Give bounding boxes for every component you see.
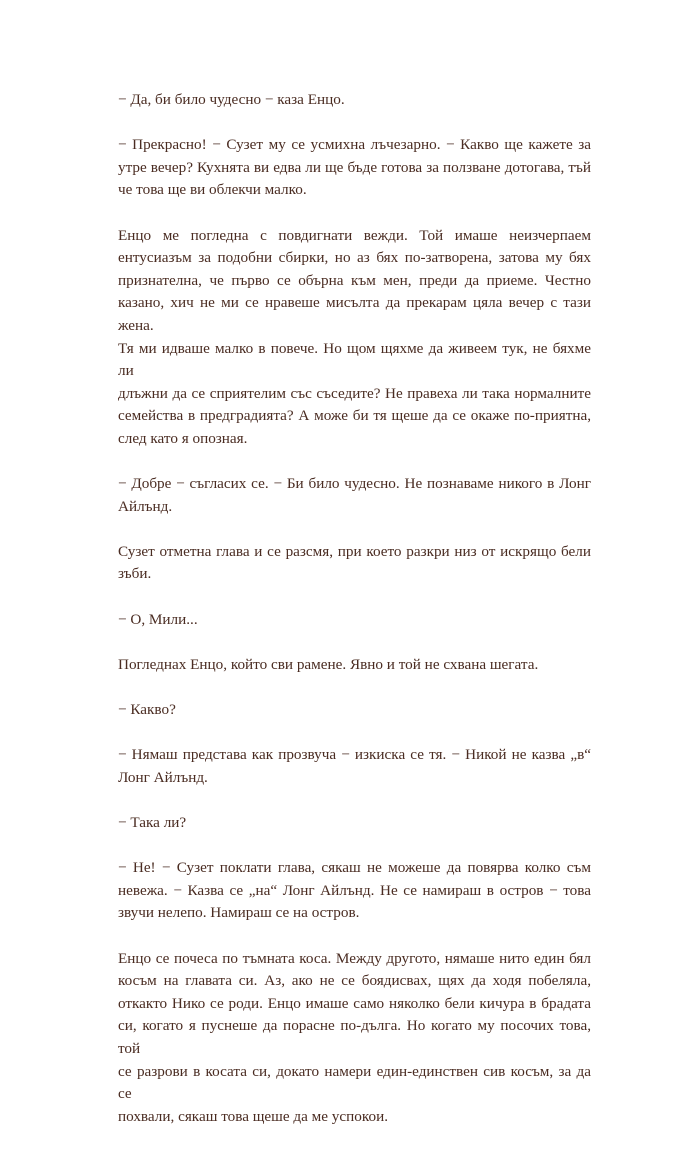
paragraph <box>118 225 591 451</box>
text-line: се разрови в косата си, докато намери един-единствен сив косъм, за да се <box>118 1062 591 1103</box>
text-line: − Добре − съгласих се. − Би било чудесно. Не познаваме никого в Лонг <box>118 475 591 493</box>
text-line: длъжни да се сприятелим със съседите? Не правеха ли така нормалните <box>118 384 591 402</box>
text-line: − Не! − Сузет поклати глава, сякаш не можеше да повярва колко съм <box>118 859 591 877</box>
document-page <box>118 89 591 1151</box>
text-line: Сузет отметна глава и се разсмя, при което разкри низ от искрящо бели <box>118 542 591 560</box>
text-line: Лонг Айлънд. <box>118 768 208 786</box>
text-line: − Нямаш представа как прозвуча − изкиска се тя. − Никой не казва „в“ <box>118 746 591 764</box>
text-line: Погледнах Енцо, който сви рамене. Явно и той не схвана шегата. <box>118 655 539 673</box>
text-line: казано, хич не ми се нравеше мисълта да прекарам цяла вечер с тази жена. <box>118 294 591 334</box>
paragraph <box>118 699 591 722</box>
text-line: зъби. <box>118 565 152 583</box>
text-line: − О, Мили... <box>118 610 198 628</box>
paragraph <box>118 89 591 112</box>
text-line: Енцо се почеса по тъмната коса. Между другото, нямаше нито един бял <box>118 949 591 967</box>
text-line: − Така ли? <box>118 814 187 831</box>
text-line: − Какво? <box>118 701 176 719</box>
paragraph <box>118 812 591 835</box>
paragraph <box>118 609 591 632</box>
text-line: похвали, сякаш това щеше да ме успокои. <box>118 1107 388 1125</box>
text-line: утре вечер? Кухнята ви едва ли ще бъде готова за ползване дотогава, тъй <box>118 158 591 176</box>
text-line: − Да, би било чудесно − каза Енцо. <box>118 91 345 108</box>
text-line: звучи нелепо. Намираш се на остров. <box>118 904 360 922</box>
paragraph <box>118 857 591 925</box>
text-line: си, когато я пуснеше да порасне по-дълга. Но когато му посочих това, той <box>118 1017 591 1057</box>
text-line: Айлънд. <box>118 497 173 515</box>
text-line: Тя ми идваше малко в повече. Но щом щяхме да живеем тук, не бяхме ли <box>118 339 591 380</box>
paragraph <box>118 473 591 518</box>
text-line: невежа. − Казва се „на“ Лонг Айлънд. Не се намираш в остров − това <box>118 881 591 899</box>
text-line: след като я опозная. <box>118 429 248 447</box>
text-line: ентусиазъм за подобни сбирки, но аз бях по-затворена, затова му бях <box>118 249 591 267</box>
text-line: признателна, че първо се обърна към мен, преди да приеме. Честно <box>118 271 591 289</box>
text-line: откакто Нико се роди. Енцо имаше само няколко бели кичура в брадата <box>118 994 591 1012</box>
text-line: косъм на главата си. Аз, ако не се боядисвах, щях да ходя побеляла, <box>118 972 591 990</box>
paragraph <box>118 134 591 202</box>
text-line: семейства в предградията? А може би тя щеше да се окаже по-приятна, <box>118 407 591 425</box>
paragraph <box>118 654 591 677</box>
paragraph <box>118 541 591 586</box>
text-line: − Прекрасно! − Сузет му се усмихна лъчезарно. − Какво ще кажете за <box>118 136 591 154</box>
text-line: Енцо ме погледна с повдигнати вежди. Той имаше неизчерпаем <box>118 226 591 244</box>
paragraph <box>118 744 591 789</box>
text-line: че това ще ви облекчи малко. <box>118 181 307 199</box>
paragraph <box>118 948 591 1129</box>
